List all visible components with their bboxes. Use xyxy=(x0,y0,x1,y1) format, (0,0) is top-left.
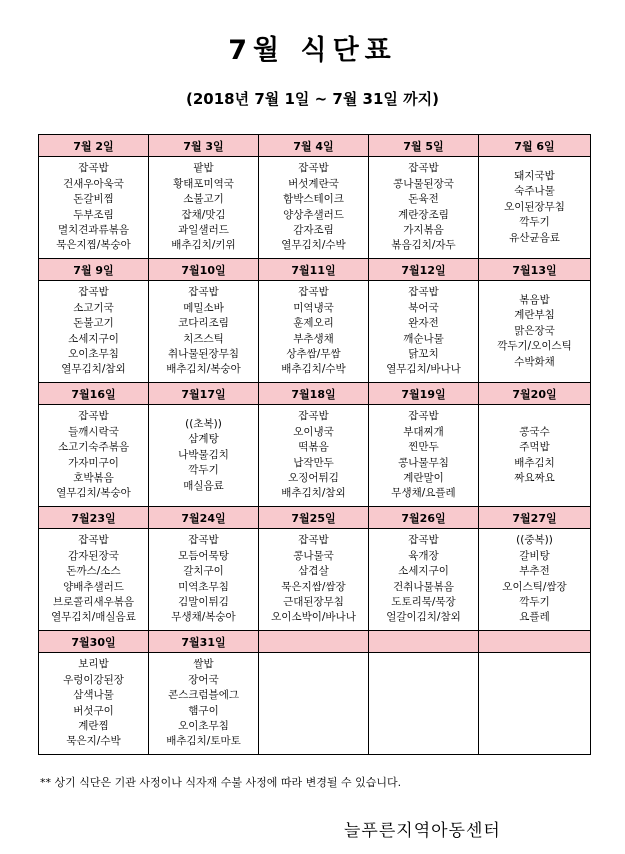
menu-item: 잡곡밥 xyxy=(298,410,329,423)
menu-item: 훈제오리 xyxy=(293,317,334,330)
menu-item: 잡곡밥 xyxy=(188,534,219,547)
date-cell xyxy=(479,631,591,653)
menu-item: 오이스틱/쌈장 xyxy=(502,580,567,593)
date-cell: 7월 9일 xyxy=(39,259,149,281)
menu-item: 부추생채 xyxy=(293,332,334,345)
menu-item: 가자미구이 xyxy=(68,456,119,469)
menu-item: 깍두기 xyxy=(188,464,219,477)
meal-cell xyxy=(479,405,591,507)
menu-item: 콩나물된장국 xyxy=(393,177,454,190)
meal-cell xyxy=(479,529,591,631)
menu-item: 오징어튀김 xyxy=(288,471,339,484)
menu-item: 깍두기 xyxy=(519,595,550,608)
menu-item: 쌀밥 xyxy=(193,658,214,671)
date-cell: 7월27일 xyxy=(479,507,591,529)
menu-item: 돼지국밥 xyxy=(514,169,555,182)
date-row xyxy=(39,631,591,653)
menu-item: 무생채/복숭아 xyxy=(171,611,236,624)
menu-item: 열무김치/바나나 xyxy=(386,363,461,376)
menu-item: 배추김치/키위 xyxy=(171,239,236,252)
menu-item: 우렁이강된장 xyxy=(63,673,124,686)
menu-item: 배추김치 xyxy=(514,456,555,469)
meal-cell xyxy=(39,529,149,631)
menu-item: 소고기숙주볶음 xyxy=(57,441,129,454)
menu-item: 배추김치/복숭아 xyxy=(166,363,241,376)
menu-item: 소세지구이 xyxy=(68,332,119,345)
date-cell: 7월31일 xyxy=(149,631,259,653)
date-cell: 7월18일 xyxy=(259,383,369,405)
menu-item: 완자전 xyxy=(408,317,439,330)
menu-item: 황태포미역국 xyxy=(173,177,234,190)
meal-cell xyxy=(39,281,149,383)
date-cell xyxy=(369,631,479,653)
menu-item: 계란부침 xyxy=(514,309,555,322)
meal-row xyxy=(39,157,591,259)
menu-item: 상추쌈/무쌈 xyxy=(286,347,341,360)
center-name: 늘푸른지역아동센터 xyxy=(344,821,501,841)
menu-item: 나박물김치 xyxy=(178,448,229,461)
date-cell: 7월24일 xyxy=(149,507,259,529)
menu-item: 열무김치/참외 xyxy=(61,363,126,376)
menu-item: 요플레 xyxy=(519,611,550,624)
date-cell: 7월26일 xyxy=(369,507,479,529)
menu-item: 코다리조림 xyxy=(178,317,229,330)
menu-item: 열무김치/매실음료 xyxy=(51,611,136,624)
menu-item: 잡곡밥 xyxy=(78,162,109,175)
meal-cell xyxy=(259,281,369,383)
meal-row xyxy=(39,529,591,631)
menu-item: 육개장 xyxy=(408,549,439,562)
date-cell: 7월23일 xyxy=(39,507,149,529)
menu-item: 양상추샐러드 xyxy=(283,208,344,221)
menu-item: 삼계탕 xyxy=(188,433,219,446)
menu-item: 매실음료 xyxy=(183,479,224,492)
meal-cell xyxy=(149,529,259,631)
menu-item: 근대된장무침 xyxy=(283,595,344,608)
menu-item: 잡곡밥 xyxy=(78,410,109,423)
menu-item: 미역냉국 xyxy=(293,301,334,314)
menu-item: 멸치견과류볶음 xyxy=(57,223,129,236)
menu-item: 배추김치/참외 xyxy=(281,487,346,500)
menu-item: 숙주나물 xyxy=(514,185,555,198)
menu-item: 잡곡밥 xyxy=(408,534,439,547)
date-cell: 7월17일 xyxy=(149,383,259,405)
menu-item: 주먹밥 xyxy=(519,441,550,454)
menu-item: 북어국 xyxy=(408,301,439,314)
menu-item: 잡채/맛김 xyxy=(181,208,226,221)
date-cell: 7월20일 xyxy=(479,383,591,405)
menu-item: 두부조림 xyxy=(73,208,114,221)
date-cell: 7월 5일 xyxy=(369,135,479,157)
meal-cell xyxy=(259,653,369,755)
menu-item: 찐만두 xyxy=(408,441,439,454)
meal-cell xyxy=(149,281,259,383)
menu-item: ((중복)) xyxy=(516,534,553,547)
menu-item: 들깨시락국 xyxy=(68,425,119,438)
menu-item: 무생채/요플레 xyxy=(391,487,456,500)
meal-cell xyxy=(39,653,149,755)
menu-item: 묵은지/수박 xyxy=(66,735,121,748)
menu-item: 닭꼬치 xyxy=(408,347,439,360)
meal-cell xyxy=(149,653,259,755)
menu-item: 배추김치/토마토 xyxy=(166,735,241,748)
date-cell: 7월12일 xyxy=(369,259,479,281)
menu-item: 볶음밥 xyxy=(519,293,550,306)
meal-cell xyxy=(479,653,591,755)
date-cell: 7월 4일 xyxy=(259,135,369,157)
menu-item: 잡곡밥 xyxy=(408,286,439,299)
meal-cell xyxy=(369,653,479,755)
menu-item: 오이냉국 xyxy=(293,425,334,438)
menu-item: 메밀소바 xyxy=(183,301,224,314)
menu-item: 잡곡밥 xyxy=(78,534,109,547)
page-title: 7월 식단표 xyxy=(228,35,397,66)
meal-cell xyxy=(479,157,591,259)
menu-item: 묵은지찜/복숭아 xyxy=(56,239,131,252)
menu-item: 깍두기/오이스틱 xyxy=(497,340,572,353)
date-cell: 7월 2일 xyxy=(39,135,149,157)
menu-item: 갈치구이 xyxy=(183,565,224,578)
meal-cell xyxy=(39,157,149,259)
date-range-subtitle: (2018년 7월 1일 ~ 7월 31일 까지) xyxy=(186,90,439,108)
menu-item: 계란찜 xyxy=(78,719,109,732)
menu-item: 떡볶음 xyxy=(298,441,329,454)
menu-item: 장어국 xyxy=(188,673,219,686)
menu-item: 깨순나물 xyxy=(403,332,444,345)
menu-item: 얼갈이김치/참외 xyxy=(386,611,461,624)
menu-item: 잡곡밥 xyxy=(188,286,219,299)
menu-item: 함박스테이크 xyxy=(283,193,344,206)
menu-item: 돈육전 xyxy=(408,193,439,206)
date-cell: 7월19일 xyxy=(369,383,479,405)
menu-item: 오이된장무침 xyxy=(504,200,565,213)
menu-item: 잡곡밥 xyxy=(298,534,329,547)
menu-item: 맑은장국 xyxy=(514,324,555,337)
meal-cell xyxy=(39,405,149,507)
menu-item: 건취나물볶음 xyxy=(393,580,454,593)
menu-item: 햄구이 xyxy=(188,704,219,717)
change-notice: ** 상기 식단은 기관 사정이나 식자재 수불 사정에 따라 변경될 수 있습니다. xyxy=(40,776,402,789)
meal-cell xyxy=(369,281,479,383)
menu-item: 돈불고기 xyxy=(73,317,114,330)
meal-cell xyxy=(369,157,479,259)
menu-item: 감자된장국 xyxy=(68,549,119,562)
menu-item: 볶음김치/자두 xyxy=(391,239,456,252)
menu-item: 납작만두 xyxy=(293,456,334,469)
meal-cell xyxy=(259,405,369,507)
menu-item: 깍두기 xyxy=(519,216,550,229)
menu-item: 열무김치/수박 xyxy=(281,239,346,252)
menu-item: 소불고기 xyxy=(183,193,224,206)
date-cell: 7월 3일 xyxy=(149,135,259,157)
menu-item: 갈비탕 xyxy=(519,549,550,562)
menu-item: 잡곡밥 xyxy=(298,162,329,175)
menu-item: ((초복)) xyxy=(185,417,222,430)
date-row xyxy=(39,507,591,529)
date-cell: 7월13일 xyxy=(479,259,591,281)
meal-row xyxy=(39,281,591,383)
meal-row xyxy=(39,653,591,755)
date-row xyxy=(39,259,591,281)
menu-item: 잡곡밥 xyxy=(78,286,109,299)
meal-cell xyxy=(149,157,259,259)
date-cell xyxy=(259,631,369,653)
date-cell: 7월10일 xyxy=(149,259,259,281)
meal-cell xyxy=(479,281,591,383)
menu-item: 콩국수 xyxy=(519,425,550,438)
meal-cell xyxy=(149,405,259,507)
menu-item: 돈갈비찜 xyxy=(73,193,114,206)
menu-item: 과일샐러드 xyxy=(178,223,229,236)
menu-item: 취나물된장무침 xyxy=(167,347,239,360)
meal-row xyxy=(39,405,591,507)
menu-item: 배추김치/수박 xyxy=(281,363,346,376)
meal-cell xyxy=(259,157,369,259)
menu-item: 콩나물국 xyxy=(293,549,334,562)
menu-item: 부추전 xyxy=(519,565,550,578)
menu-item: 잡곡밥 xyxy=(408,162,439,175)
menu-item: 버섯계란국 xyxy=(288,177,339,190)
meal-plan-table xyxy=(38,134,591,755)
menu-item: 팥밥 xyxy=(193,162,214,175)
menu-item: 가지볶음 xyxy=(403,223,444,236)
menu-item: 열무김치/복숭아 xyxy=(56,487,131,500)
menu-item: 모듬어묵탕 xyxy=(178,549,229,562)
menu-item: 콘스크럼블에그 xyxy=(167,689,239,702)
date-row xyxy=(39,383,591,405)
date-cell: 7월11일 xyxy=(259,259,369,281)
menu-item: 유산균음료 xyxy=(509,231,560,244)
date-cell: 7월30일 xyxy=(39,631,149,653)
menu-item: 오이소박이/바나나 xyxy=(271,611,356,624)
menu-item: 감자조림 xyxy=(293,223,334,236)
menu-item: 버섯구이 xyxy=(73,704,114,717)
menu-item: 소세지구이 xyxy=(398,565,449,578)
date-row xyxy=(39,135,591,157)
menu-item: 짜요짜요 xyxy=(514,471,555,484)
menu-item: 미역초무침 xyxy=(178,580,229,593)
menu-item: 묵은지쌈/쌈장 xyxy=(281,580,346,593)
meal-cell xyxy=(369,529,479,631)
menu-item: 김말이튀김 xyxy=(178,595,229,608)
menu-item: 건새우아욱국 xyxy=(63,177,124,190)
menu-item: 오이초무침 xyxy=(68,347,119,360)
date-cell: 7월25일 xyxy=(259,507,369,529)
menu-item: 콩나물무침 xyxy=(398,456,449,469)
menu-item: 잡곡밥 xyxy=(298,286,329,299)
menu-item: 오이초무침 xyxy=(178,719,229,732)
date-cell: 7월16일 xyxy=(39,383,149,405)
menu-item: 호박볶음 xyxy=(73,471,114,484)
meal-cell xyxy=(259,529,369,631)
menu-item: 도토리묵/묵장 xyxy=(391,595,456,608)
menu-item: 부대찌개 xyxy=(403,425,444,438)
menu-item: 소고기국 xyxy=(73,301,114,314)
menu-item: 삼겹살 xyxy=(298,565,329,578)
menu-item: 보리밥 xyxy=(78,658,109,671)
menu-item: 돈까스/소스 xyxy=(66,565,121,578)
menu-item: 수박화채 xyxy=(514,355,555,368)
menu-item: 브로콜리새우볶음 xyxy=(52,595,135,608)
menu-item: 삼색나물 xyxy=(73,689,114,702)
menu-item: 양배추샐러드 xyxy=(63,580,124,593)
date-cell: 7월 6일 xyxy=(479,135,591,157)
menu-item: 잡곡밥 xyxy=(408,410,439,423)
menu-item: 계란말이 xyxy=(403,471,444,484)
menu-item: 치즈스틱 xyxy=(183,332,224,345)
meal-cell xyxy=(369,405,479,507)
menu-item: 계란장조림 xyxy=(398,208,449,221)
